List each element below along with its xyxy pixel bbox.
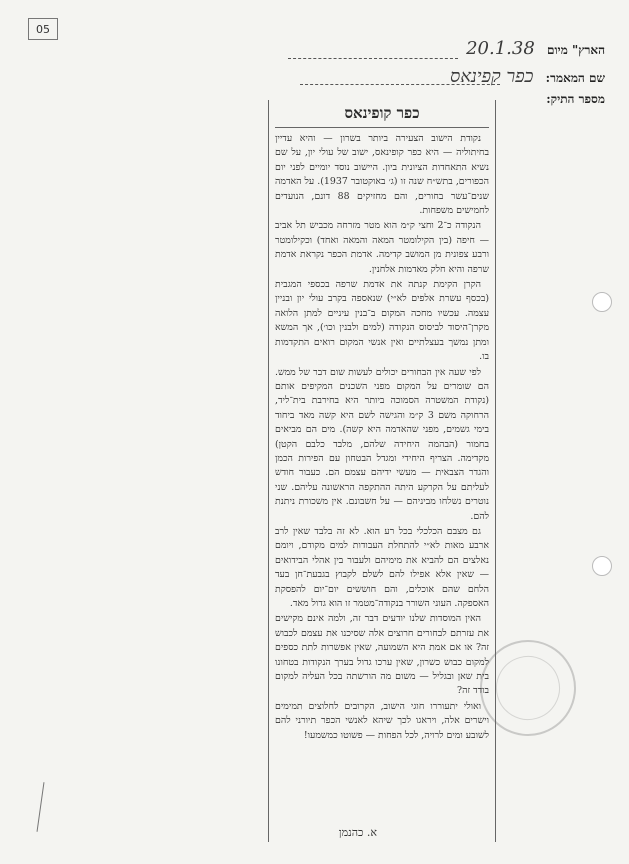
article-paragraph: הקרן הקימת קנתה את אדמת שרפה בכספי המגבית (בכסף עשרת אלפים לא״י) שנאספה בקרב עולי יון ובניין עצמה. עכשיו מחכה המקום ב־בנין עיניים למתן הלואה מקרן־היסוד לביסוס הנקודה (למים ולבנין וכו׳), אך המשא ומתן נמשך בעצלתיים ואין אנשי המקום רואים התקדמות בו. <box>275 279 489 363</box>
file-number-line <box>546 92 605 107</box>
page-number: 05 <box>28 18 58 40</box>
archive-stamp-inner <box>489 649 567 727</box>
article-headline: כפר קופינאס <box>275 104 489 128</box>
article-paragraph: גם מצבם הכלכלי בכל רע הוא. לא זה בלבד שאין לרב ארבע מאות לא״י להתחלת העבודות למים מקודם, ויומם נאלצים הם להביא את מימיהם ולעבור בין אהלי הבידואים — שאין אלא אפילו להם לשלם לקבוץ בגבעת־חן בעד הלחם שהם אוכלים, והם חוששים יום־יום להפסקת האספקה. העוני השורר בנקודה־מטמר זו הוא גדול מאד. <box>275 525 489 609</box>
newspaper-label: הארץ" מיום <box>546 43 605 57</box>
article-paragraph: האין המוסדות שלנו יודעים דבר זה, ולמה אינם מקישים את עזרתם לבחורים חרוצים אלה שסיכנו את עצמם לכבוש זה? או אם אמת היא השמועה, שאין אפשרות לתת כספים למקום כבוש כשרון, שאין ערכו גדול בערך הנקודות בטחונו בית שאן ובגליל — משום מה הורשתה בכל העליה למקום בודד זה? <box>275 613 489 697</box>
article-paragraph: לפי שעה אין הבחורים יכולים לעשות שום דבר של ממש. הם שומרים על המקום מפני השכנים המקיפים אותם (נקודת המשטרה הסמוכה ביותר היא בחירבת בית־ליד, הרחוקה משם 3 ק״מ והגישה לשם היא קשה מאד ביחוד בימי גשמים, מפני שהאדמה היא קשה). מים הם מביאים בחמור (הבהמה היחידה שלהם, מלבד כלבם הקטן) מקדימה. הצריף היחידי ומגדל הבטחון עם הפירות הכמן והגדר הצבאית — מעשי ידיהם עצמם הם. כעבור חודש לעליתם על הקרקע היתה ההתקפה הראשונה עליהם. שני נוטרים נשלחו מביניהם — על חשבונם. אין משכורת ניתנת להם. <box>275 366 489 522</box>
file-label: מספר התיק: <box>546 92 605 106</box>
article-signature: א. כהנמן <box>338 826 377 839</box>
author-label: שם המאמר: <box>545 71 605 85</box>
punch-hole-bottom <box>592 556 612 576</box>
date-underline <box>288 58 458 59</box>
date-handwritten: 20.1.38 <box>466 38 535 59</box>
title-underline <box>300 84 500 85</box>
article-paragraph: הנקודה כ־2 וחצי ק״מ הוא מטר מזרחה מכביש תל אביב — חיפה (בין הקילומטר המאה והמאה ואחד) וכקילומטר ורבע צפונית מן המושב קדימה. אדמת הכפר נקראת אדמת שרפה והיא חלק מאדמות אלחנין. <box>275 220 489 275</box>
title-handwritten: כפר קפינאס <box>450 66 534 87</box>
punch-hole-top <box>592 292 612 312</box>
article-body <box>275 132 489 743</box>
newspaper-clipping <box>268 100 496 842</box>
margin-pencil-mark <box>37 782 45 832</box>
newspaper-date-line <box>466 38 605 59</box>
article-paragraph: נקודת הישוב הצעירה ביותר בשרון — והיא עדיין בחיתוליה — היא כפר קופינאס, ישוב של עולי יון, על שם נשיא התאחדות הציונית ביון. היישוב נוסד יומיים לפני יום הכפורים, בתש״ח שנה זו (ג׳ באוקטובר 1937). על האדמה שנים־עשר בחורים, והם מחזיקים 88 דונם, הנועדים לחמישים משפחות. <box>275 133 490 217</box>
article-paragraph: ואולי יתעוררו חוגי הישוב, הקרובים לחלוצים תמימים וישרים אלה, ויראגו לכך שיהא לאנשי הכפר תיורני להם לשובע ומים לרויה, לכל הפחות — פשוטו כמשמעו! <box>275 700 489 741</box>
